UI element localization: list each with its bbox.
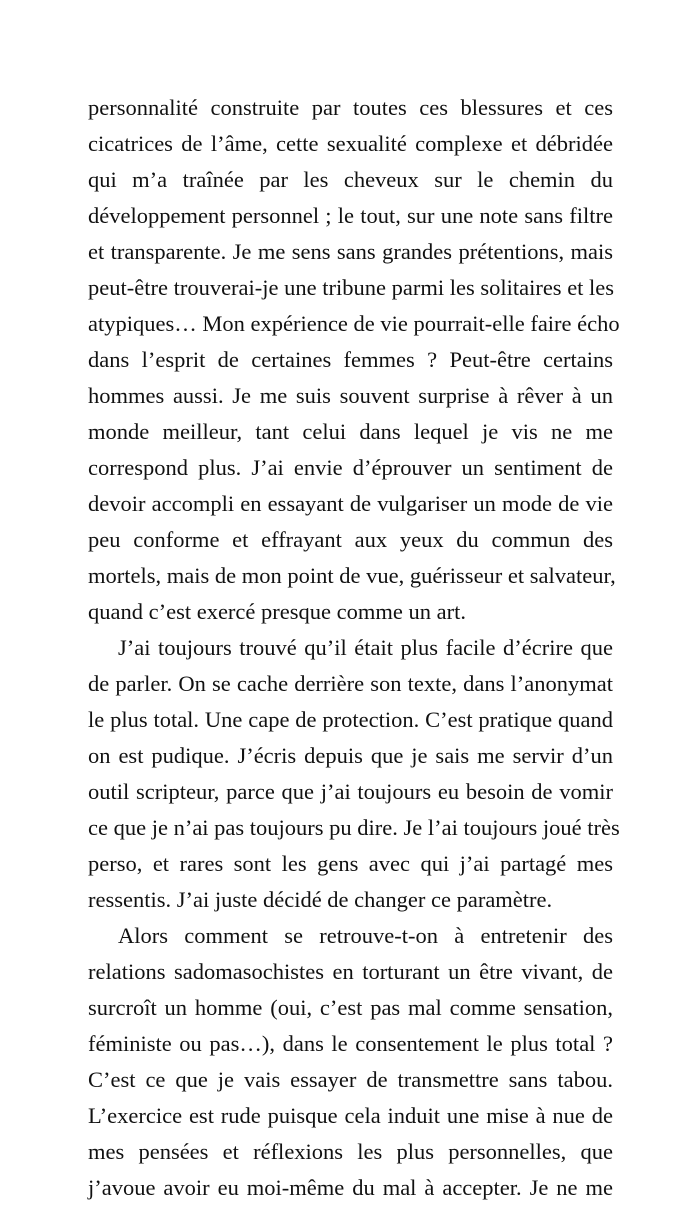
text-line: dans l’esprit de certaines femmes ? Peut-être certains [88, 347, 613, 372]
text-line: et transparente. Je me sens sans grandes prétentions, mais [88, 239, 613, 264]
text-line: devoir accompli en essayant de vulgariser un mode de vie [88, 491, 613, 516]
text-line: monde meilleur, tant celui dans lequel je vis ne me [88, 419, 613, 444]
book-page-text [88, 90, 620, 1206]
text-line: surcroît un homme (oui, c’est pas mal comme sensation, [88, 995, 613, 1020]
text-line: atypiques… Mon expérience de vie pourrait-elle faire écho [88, 311, 620, 336]
text-line: qui m’a traînée par les cheveux sur le chemin du [88, 167, 613, 192]
text-line: L’exercice est rude puisque cela induit une mise à nue de [88, 1103, 613, 1128]
text-line: développement personnel ; le tout, sur une note sans filtre [88, 203, 613, 228]
paragraph-first-line: J’ai toujours trouvé qu’il était plus facile d’écrire que [118, 635, 613, 660]
text-line: mortels, mais de mon point de vue, guérisseur et salvateur, [88, 563, 616, 588]
text-line: ce que je n’ai pas toujours pu dire. Je l’ai toujours joué très [88, 815, 620, 840]
text-line: relations sadomasochistes en torturant un être vivant, de [88, 959, 613, 984]
text-line: peut-être trouverai-je une tribune parmi les solitaires et les [88, 275, 615, 300]
text-line: on est pudique. J’écris depuis que je sais me servir d’un [88, 743, 613, 768]
text-line: perso, et rares sont les gens avec qui j’ai partagé mes [88, 851, 613, 876]
text-line: ressentis. J’ai juste décidé de changer ce paramètre. [88, 887, 553, 912]
text-line: quand c’est exercé presque comme un art. [88, 599, 466, 624]
text-line: peu conforme et effrayant aux yeux du commun des [88, 527, 613, 552]
paragraph-first-line: Alors comment se retrouve-t-on à entretenir des [118, 923, 613, 948]
text-line: j’avoue avoir eu moi-même du mal à accepter. Je ne me [88, 1175, 613, 1200]
text-line: outil scripteur, parce que j’ai toujours eu besoin de vomir [88, 779, 613, 804]
text-line: personnalité construite par toutes ces blessures et ces [88, 95, 613, 120]
text-line: correspond plus. J’ai envie d’éprouver un sentiment de [88, 455, 613, 480]
text-line: cicatrices de l’âme, cette sexualité complexe et débridée [88, 131, 613, 156]
text-line: hommes aussi. Je me suis souvent surprise à rêver à un [88, 383, 613, 408]
text-line: de parler. On se cache derrière son texte, dans l’anonymat [88, 671, 613, 696]
text-line: féministe ou pas…), dans le consentement le plus total ? [88, 1031, 613, 1056]
text-line: mes pensées et réflexions les plus personnelles, que [88, 1139, 613, 1164]
text-line: C’est ce que je vais essayer de transmettre sans tabou. [88, 1067, 613, 1092]
text-line: le plus total. Une cape de protection. C’est pratique quand [88, 707, 613, 732]
